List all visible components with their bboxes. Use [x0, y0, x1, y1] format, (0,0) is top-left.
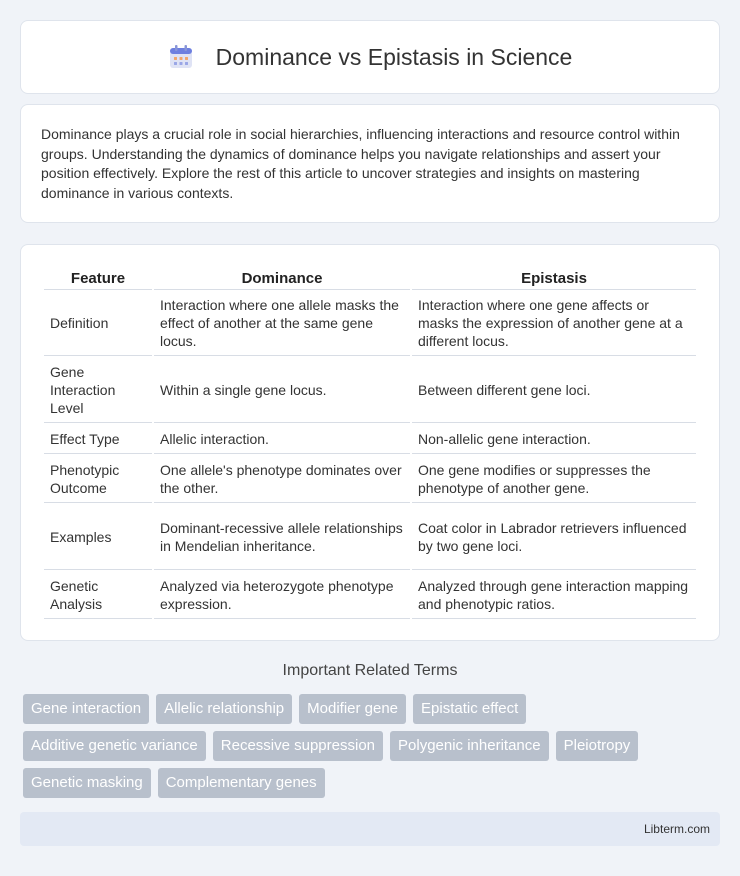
related-terms-tags	[23, 694, 703, 798]
table-cell-epistasis: Analyzed through gene interaction mapping and phenotypic ratios.	[412, 570, 696, 619]
intro-text: Dominance plays a crucial role in social hierarchies, influencing interactions and resource control within groups. Understanding the dynamics of dominance helps you navigate relationships and assert your position effectively. Explore the rest of this article to uncover strategies and insights on mastering dominance in various contexts.	[41, 126, 680, 201]
table-cell-dominance: Dominant-recessive allele relationships in Mendelian inheritance.	[154, 503, 410, 570]
calendar-icon	[168, 44, 194, 70]
table-cell-dominance: Interaction where one allele masks the effect of another at the same gene locus.	[154, 290, 410, 356]
table-row	[44, 356, 696, 423]
column-header-feature: Feature	[44, 265, 152, 290]
table-cell-feature: Genetic Analysis	[44, 570, 152, 619]
table-cell-feature: Phenotypic Outcome	[44, 454, 152, 503]
table-row	[44, 454, 696, 503]
table-row	[44, 290, 696, 356]
tag-epistatic-effect[interactable]: Epistatic effect	[413, 694, 526, 724]
column-header-dominance: Dominance	[154, 265, 410, 290]
tag-polygenic-inheritance[interactable]: Polygenic inheritance	[390, 731, 549, 761]
footer-site-link[interactable]: Libterm.com	[643, 822, 710, 836]
tag-pleiotropy[interactable]: Pleiotropy	[556, 731, 639, 761]
table-row	[44, 423, 696, 454]
tag-complementary-genes[interactable]: Complementary genes	[158, 768, 325, 798]
table-cell-epistasis: Between different gene loci.	[412, 356, 696, 423]
tag-additive-genetic-variance[interactable]: Additive genetic variance	[23, 731, 206, 761]
tag-gene-interaction[interactable]: Gene interaction	[23, 694, 149, 724]
tag-modifier-gene[interactable]: Modifier gene	[299, 694, 406, 724]
table-cell-dominance: Allelic interaction.	[154, 423, 410, 454]
intro-card	[20, 104, 720, 223]
header-card	[20, 20, 720, 94]
footer	[20, 812, 720, 846]
table-cell-feature: Effect Type	[44, 423, 152, 454]
table-row	[44, 570, 696, 619]
page-title: Dominance vs Epistasis in Science	[215, 43, 573, 70]
table-cell-feature: Examples	[44, 503, 152, 570]
table-cell-epistasis: Non-allelic gene interaction.	[412, 423, 696, 454]
tag-recessive-suppression[interactable]: Recessive suppression	[213, 731, 383, 761]
table-cell-dominance: One allele's phenotype dominates over the other.	[154, 454, 410, 503]
table-cell-epistasis: Coat color in Labrador retrievers influenced by two gene loci.	[412, 503, 696, 570]
table-cell-dominance: Analyzed via heterozygote phenotype expression.	[154, 570, 410, 619]
table-row	[44, 503, 696, 570]
table-cell-epistasis: One gene modifies or suppresses the phenotype of another gene.	[412, 454, 696, 503]
related-terms-title: Important Related Terms	[282, 662, 458, 679]
table-cell-feature: Gene Interaction Level	[44, 356, 152, 423]
table-cell-feature: Definition	[44, 290, 152, 356]
tag-genetic-masking[interactable]: Genetic masking	[23, 768, 151, 798]
comparison-table	[42, 265, 698, 619]
table-cell-dominance: Within a single gene locus.	[154, 356, 410, 423]
tag-allelic-relationship[interactable]: Allelic relationship	[156, 694, 292, 724]
comparison-table-card	[20, 244, 720, 641]
table-cell-epistasis: Interaction where one gene affects or masks the expression of another gene at a different locus.	[412, 290, 696, 356]
table-header-row	[44, 265, 696, 290]
column-header-epistasis: Epistasis	[412, 265, 696, 290]
